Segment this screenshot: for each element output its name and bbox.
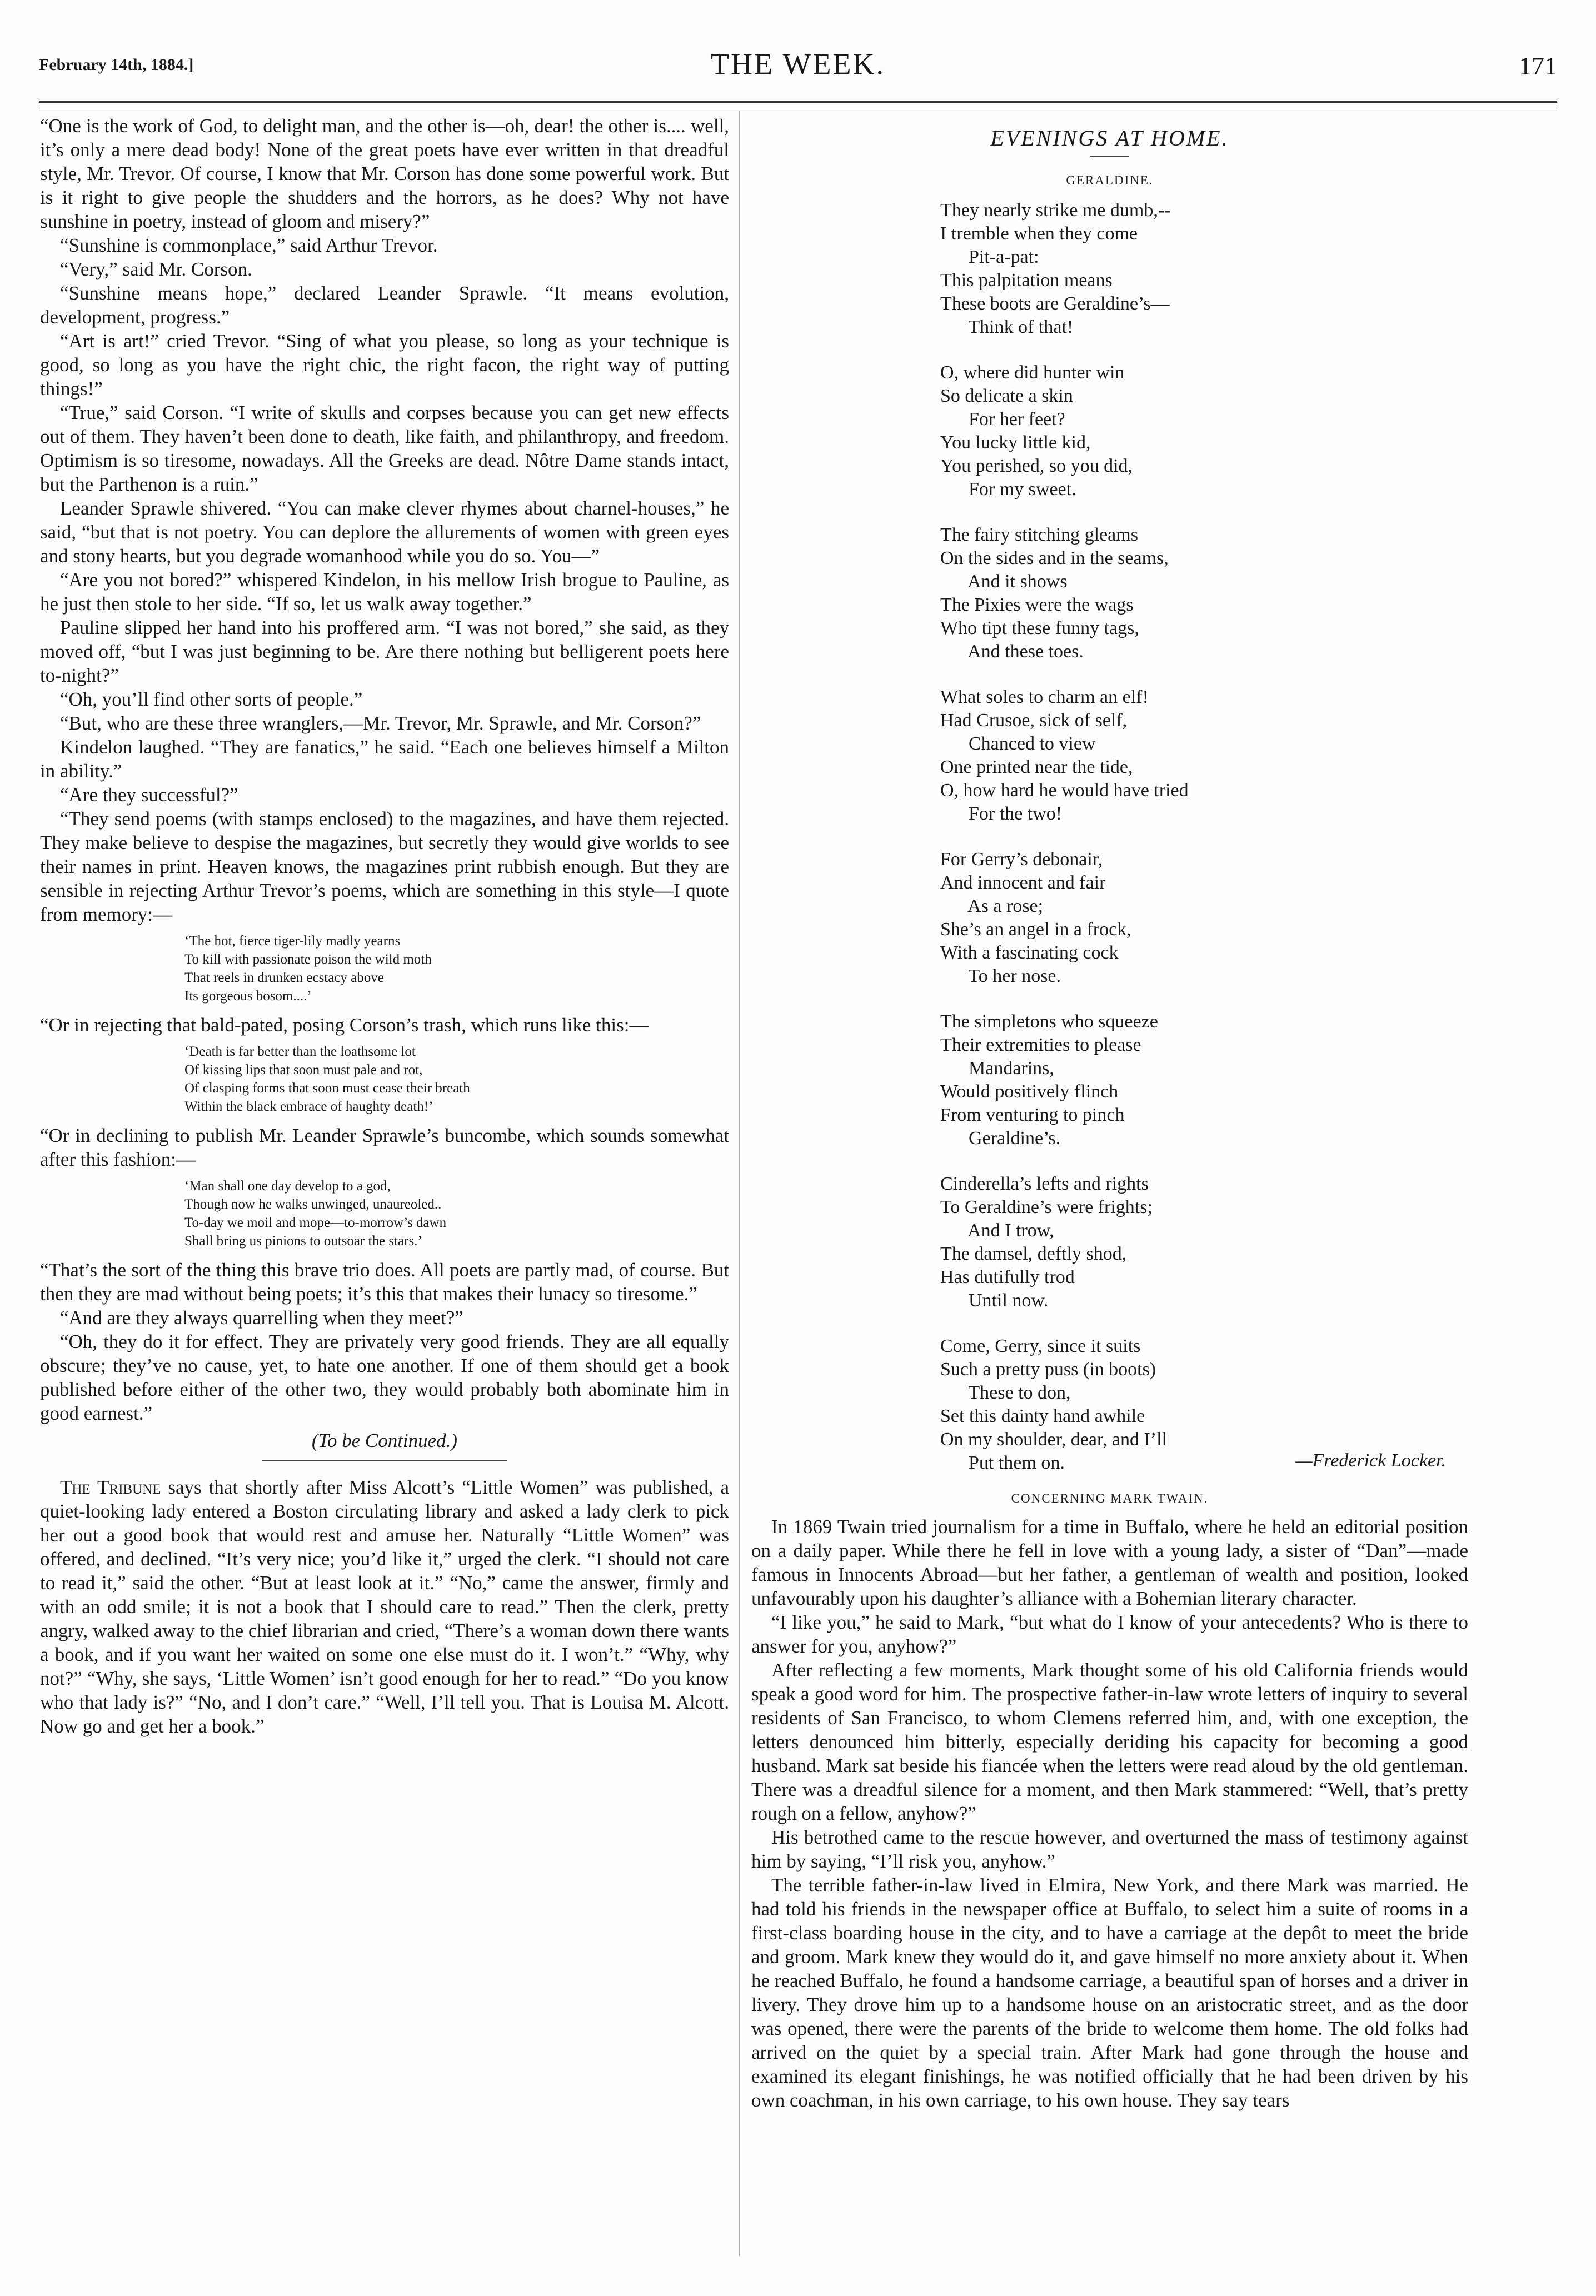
story-continuation xyxy=(40,114,729,1461)
story-paragraph: “But, who are these three wranglers,—Mr. Trevor, Mr. Sprawle, and Mr. Corson?” xyxy=(60,712,701,734)
poem-stanza xyxy=(940,523,1468,663)
verse-line: To kill with passionate poison the wild moth xyxy=(184,952,432,967)
article-mark-twain xyxy=(751,1515,1468,2112)
article-title: CONCERNING MARK TWAIN. xyxy=(1011,1491,1209,1505)
poem-attribution: —Frederick Locker. xyxy=(1295,1450,1446,1471)
story-paragraph: “Or in rejecting that bald-pated, posing Corson’s trash, which runs like this:— xyxy=(40,1014,649,1036)
poem-line: For her feet? xyxy=(940,409,1065,430)
publication-title: THE WEEK. xyxy=(711,47,885,81)
title-rule xyxy=(1090,156,1129,157)
poem-line: One printed near the tide, xyxy=(940,757,1133,777)
poem-line: These to don, xyxy=(940,1382,1071,1403)
column-divider xyxy=(739,111,740,2256)
poem-line: Cinderella’s lefts and rights xyxy=(940,1174,1149,1194)
verse-line: ‘Death is far better than the loathsome lot xyxy=(184,1044,416,1059)
poem-line: She’s an angel in a frock, xyxy=(940,919,1131,940)
poem-line: You perished, so you did, xyxy=(940,456,1133,476)
poem-line: For the two! xyxy=(940,803,1063,824)
verse-line: Shall bring us pinions to outsoar the stars.’ xyxy=(184,1234,422,1249)
left-column xyxy=(40,114,729,1738)
story-paragraph: “Oh, they do it for effect. They are privately very good friends. They are all equally obscure; they’ve no cause, yet, to hate one another. If one of them should get a book published before either of the other two, they would probably both abominate him in good earnest.” xyxy=(40,1331,729,1424)
story-paragraph: “Oh, you’ll find other sorts of people.” xyxy=(60,688,363,710)
poem-line: Pit-a-pat: xyxy=(940,247,1039,267)
verse-line: ‘Man shall one day develop to a god, xyxy=(184,1179,391,1194)
poem-line: Has dutifully trod xyxy=(940,1267,1075,1287)
quoted-verse-trevor xyxy=(184,932,729,1005)
poem-line: The fairy stitching gleams xyxy=(940,525,1138,545)
poem-line: Set this dainty hand awhile xyxy=(940,1406,1145,1426)
poem-title: GERALDINE. xyxy=(1066,173,1154,187)
verse-line: ‘The hot, fierce tiger-lily madly yearns xyxy=(184,934,401,949)
poem-line: And it shows xyxy=(940,571,1068,592)
article-paragraph: In 1869 Twain tried journalism for a time in Buffalo, where he held an editorial position on a daily paper. While there he fell in love with a young lady, a sister of “Dan”—made famous in Innocents Abroad—but her father, a gentleman of wealth and position, looked unfavourably upon his daughter’s alliance with a Bohemian literary character. xyxy=(751,1516,1468,1609)
page-number: 171 xyxy=(1519,52,1557,80)
poem-line: Would positively flinch xyxy=(940,1081,1119,1102)
poem-line: With a fascinating cock xyxy=(940,942,1119,963)
poem-line: On the sides and in the seams, xyxy=(940,548,1169,568)
tribune-anecdote xyxy=(40,1475,729,1738)
poem-line: The damsel, deftly shod, xyxy=(940,1244,1127,1264)
article-paragraph: “I like you,” he said to Mark, “but what do I know of your antecedents? Who is there to answer for you, anyhow?” xyxy=(751,1611,1468,1657)
section-title: EVENINGS AT HOME. xyxy=(990,126,1229,151)
poem-line: And I trow, xyxy=(940,1220,1054,1241)
quoted-verse-sprawle xyxy=(184,1177,729,1250)
page-header xyxy=(39,43,1557,93)
poem-stanza xyxy=(940,1010,1468,1150)
poem-line: Think of that! xyxy=(940,317,1074,337)
poem-line: Geraldine’s. xyxy=(940,1128,1061,1149)
poem-line: And these toes. xyxy=(940,641,1084,662)
story-paragraph: “Are they successful?” xyxy=(60,784,238,806)
poem-line: To her nose. xyxy=(940,966,1061,986)
story-paragraph: “One is the work of God, to delight man, and the other is—oh, dear! the other is.... well, it’s only a mere dead body! None of the great poets have ever written in that dreadful style, Mr. Trevor. Of course, I know that Mr. Corson has done some powerful work. But is it right to give people the shudders and the horrors, as he does? Why not have sunshine in poetry, instead of gloom and misery?” xyxy=(40,115,729,232)
poem-line: On my shoulder, dear, and I’ll xyxy=(940,1429,1167,1450)
poem-line: Mandarins, xyxy=(940,1058,1054,1079)
story-paragraph: “And are they always quarrelling when they meet?” xyxy=(60,1307,463,1329)
poem-stanza xyxy=(940,848,1468,988)
poem-line: For my sweet. xyxy=(940,479,1076,500)
article-paragraph: After reflecting a few moments, Mark thought some of his old California friends would speak a good word for him. The prospective father-in-law wrote letters of inquiry to several residents of San Francisco, to whom Clemens referred him, and, with one exception, the letters denounced him bitterly, especially deriding his capacity for becoming a good husband. Mark sat beside his fiancée when the letters were read aloud by the old gentleman. There was a dreadful silence for a moment, and then Mark stammered: “Well, that’s pretty rough on a fellow, anyhow?” xyxy=(751,1659,1468,1824)
poem-line: The Pixies were the wags xyxy=(940,595,1134,615)
poem-line: Had Crusoe, sick of self, xyxy=(940,710,1128,731)
story-paragraph: Kindelon laughed. “They are fanatics,” he said. “Each one believes himself a Milton in ability.” xyxy=(40,736,729,782)
poem-line: They nearly strike me dumb,-- xyxy=(940,200,1171,221)
story-paragraph: “Are you not bored?” whispered Kindelon, in his mellow Irish brogue to Pauline, as he just then stole to her side. “If so, let us walk away together.” xyxy=(40,569,729,615)
poem-line: I tremble when they come xyxy=(940,223,1138,244)
story-paragraph: “Very,” said Mr. Corson. xyxy=(60,258,252,280)
poem-geraldine xyxy=(940,199,1468,1475)
poem-line: These boots are Geraldine’s— xyxy=(940,293,1170,314)
story-paragraph: “Art is art!” cried Trevor. “Sing of what you please, so long as your technique is good, so long as you have the right chic, the right facon, the right way of putting things!” xyxy=(40,330,729,400)
poem-line: Chanced to view xyxy=(940,733,1096,754)
poem-line: For Gerry’s debonair, xyxy=(940,849,1103,870)
poem-line: What soles to charm an elf! xyxy=(940,687,1149,707)
poem-line: Put them on. xyxy=(940,1453,1065,1473)
story-paragraph: Leander Sprawle shivered. “You can make clever rhymes about charnel-houses,” he said, “but that is not poetry. You can deplore the allurements of women with green eyes and stony hearts, but you degrade womanhood while you do so. You—” xyxy=(40,497,729,567)
poem-line: Their extremities to please xyxy=(940,1035,1141,1055)
poem-stanza xyxy=(940,1172,1468,1312)
verse-line: Of kissing lips that soon must pale and rot, xyxy=(184,1062,423,1077)
poem-line: O, where did hunter win xyxy=(940,362,1125,383)
poem-stanza xyxy=(940,361,1468,501)
verse-line: That reels in drunken ecstacy above xyxy=(184,970,384,985)
poem-line: O, how hard he would have tried xyxy=(940,780,1189,801)
story-paragraph: “True,” said Corson. “I write of skulls and corpses because you can get new effects out of them. They haven’t been done to death, like faith, and philanthropy, and freedom. Optimism is so tiresome, nowadays. All the Greeks are dead. Nôtre Dame stands intact, but the Parthenon is a ruin.” xyxy=(40,402,729,495)
poem-line: Until now. xyxy=(940,1290,1049,1311)
verse-line: Within the black embrace of haughty death!’ xyxy=(184,1099,433,1114)
story-paragraph: “That’s the sort of the thing this brave trio does. All poets are partly mad, of course. But then they are mad without being poets; it’s this that makes their lunacy so tiresome.” xyxy=(40,1259,729,1305)
right-column xyxy=(751,114,1468,2112)
poem-line: You lucky little kid, xyxy=(940,432,1091,453)
poem-line: So delicate a skin xyxy=(940,386,1073,406)
story-paragraph: “Sunshine is commonplace,” said Arthur Trevor. xyxy=(60,234,438,256)
tribune-lead: The Tribune xyxy=(60,1476,161,1498)
quoted-verse-corson xyxy=(184,1042,729,1116)
poem-stanza xyxy=(940,199,1468,339)
story-paragraph: “They send poems (with stamps enclosed) to the magazines, and have them rejected. They make believe to despise the magazines, but secretly they would give worlds to see their names in print. Heaven knows, the magazines print rubbish enough. But they are sensible in rejecting Arthur Trevor’s poems, which are something in this style—I quote from memory:— xyxy=(40,808,729,925)
poem-line: As a rose; xyxy=(940,896,1044,916)
story-paragraph: “Or in declining to publish Mr. Leander Sprawle’s buncombe, which sounds somewhat after this fashion:— xyxy=(40,1125,729,1170)
poem-line: The simpletons who squeeze xyxy=(940,1011,1158,1032)
verse-line: Its gorgeous bosom....’ xyxy=(184,989,312,1004)
poem-line: Such a pretty puss (in boots) xyxy=(940,1359,1156,1380)
article-paragraph: The terrible father-in-law lived in Elmira, New York, and there Mark was married. He had told his friends in the newspaper office at Buffalo, to select him a suite of rooms in a first-class boarding house in the city, and to have a carriage at the depôt to meet the bride and groom. Mark knew they would do it, and gave himself no more anxiety about it. When he reached Buffalo, he found a handsome carriage, a beautiful span of horses and a driver in livery. They drove him up to a handsome house on an aristocratic street, and as the door was opened, there were the parents of the bride to welcome them home. The old folks had arrived on the quiet by a special train. After Mark had gone through the house and examined its elegant finishings, he was notified officially that he had been driven by his own coachman, in his own carriage, to his own house. They say tears xyxy=(751,1874,1468,2111)
tribune-text: says that shortly after Miss Alcott’s “Little Women” was published, a quiet-looking lady entered a Boston circulating library and asked a lady clerk to pick her out a good book that would rest and amuse her. Naturally “Little Women” was offered, and declined. “It’s very nice; you’d like it,” urged the clerk. “I should not care to read it,” said the other. “But at least look at it.” “No,” came the answer, firmly and with an odd smile; it is not a book that I should care to read.” Then the clerk, pretty angry, walked away to the chief librarian and cried, “There’s a woman down there wants a book, and if you want her waited on some one else must do it. I won’t.” “Why, why not?” “Why, she says, ‘Little Women’ isn’t good enough for her to read.” “Do you know who that lady is?” “No, and I don’t care.” “Well, I’ll tell you. That is Louisa M. Alcott. Now go and get her a book.” xyxy=(40,1476,729,1737)
poem-line: And innocent and fair xyxy=(940,872,1106,893)
verse-line: Of clasping forms that soon must cease their breath xyxy=(184,1081,470,1096)
verse-line: To-day we moil and mope—to-morrow’s dawn xyxy=(184,1215,447,1230)
issue-date: February 14th, 1884.] xyxy=(39,56,194,74)
section-rule xyxy=(262,1460,507,1461)
poem-line: From venturing to pinch xyxy=(940,1105,1125,1125)
verse-line: Though now he walks unwinged, unaureoled.. xyxy=(184,1197,442,1212)
story-paragraph: “Sunshine means hope,” declared Leander Sprawle. “It means evolution, development, progress.” xyxy=(40,282,729,328)
poem-line: Come, Gerry, since it suits xyxy=(940,1336,1141,1356)
poem-line: Who tipt these funny tags, xyxy=(940,618,1139,638)
story-paragraph: Pauline slipped her hand into his proffered arm. “I was not bored,” she said, as they moved off, “but I was just beginning to be. Are there nothing but belligerent poets here to-night?” xyxy=(40,617,729,686)
poem-stanza xyxy=(940,686,1468,826)
to-be-continued: (To be Continued.) xyxy=(311,1430,458,1451)
article-paragraph: His betrothed came to the rescue however, and overturned the mass of testimony against him by saying, “I’ll risk you, anyhow.” xyxy=(751,1826,1468,1872)
poem-line: This palpitation means xyxy=(940,270,1113,291)
header-rule xyxy=(39,101,1557,103)
poem-line: To Geraldine’s were frights; xyxy=(940,1197,1153,1217)
